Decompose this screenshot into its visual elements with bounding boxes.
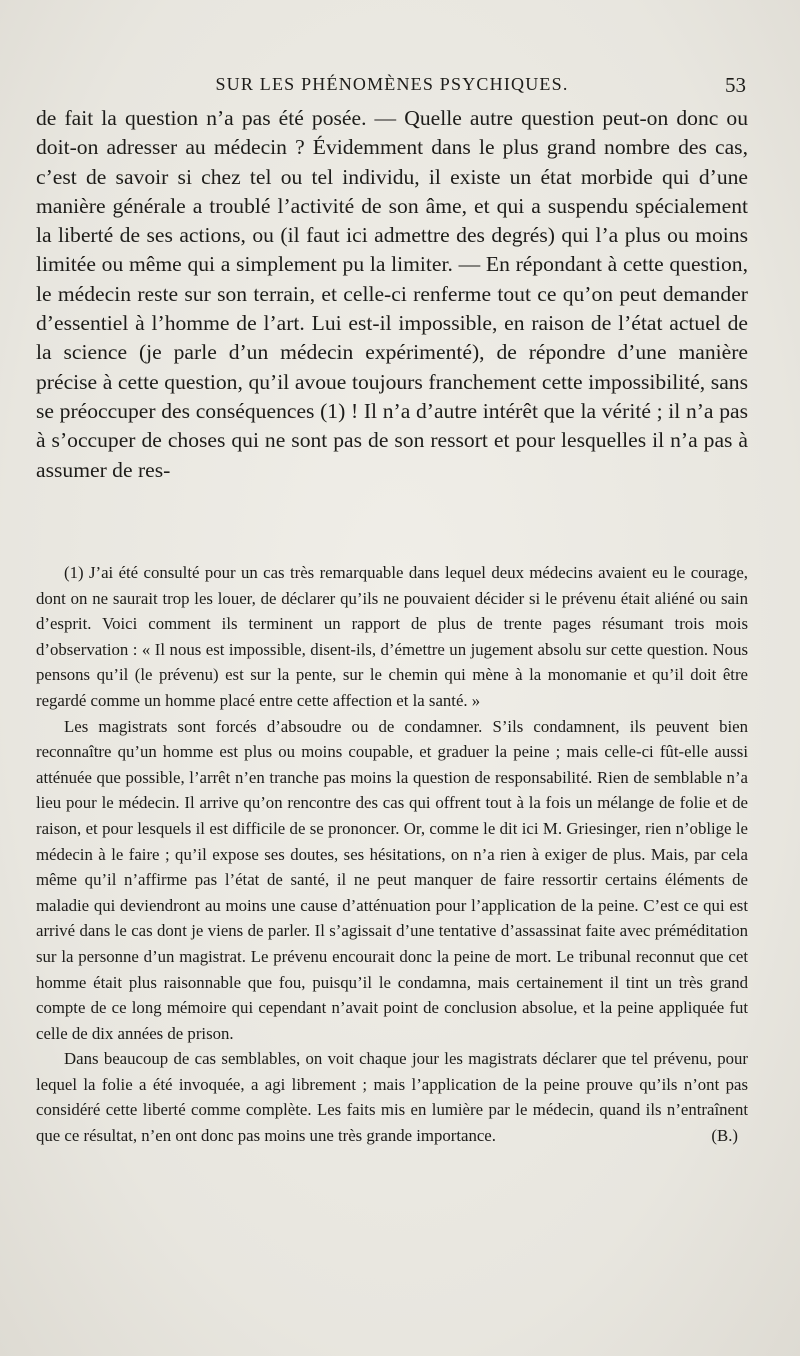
main-paragraph: de fait la question n’a pas été posée. — Quelle autre question peut-on donc ou doit-on adresser au médecin ? Évidemment dans le plus grand nombre des cas, c’est de savoir si chez tel ou tel individu, il existe un état morbide qui d’une manière générale a troublé l’activité de son âme, et qui a suspendu spécialement la liberté de ses actions, ou (il faut ici admettre des degrés) qui l’a plus ou moins limitée ou même qui a simplement pu la limiter. — En répondant à cette question, le médecin reste sur son terrain, et celle-ci renferme tout ce qu’on peut demander d’essentiel à l’homme de l’art. Lui est-il impossible, en raison de l’état actuel de la science (je parle d’un médecin expérimenté), de répondre d’une manière précise à cette question, qu’il avoue toujours franchement cette impossibilité, sans se préoccuper des conséquences (1) ! Il n’a d’autre intérêt que la vérité ; il n’a pas à s’occuper de choses qui ne sont pas de son ressort et pour lesquelles il n’a pas à assumer de res- [36, 106, 748, 482]
running-title: SUR LES PHÉNOMÈNES PSYCHIQUES. [215, 74, 569, 94]
footnote-signature: (B.) [711, 1126, 738, 1146]
footnote-paragraph-3 [36, 1046, 748, 1148]
page-number: 53 [725, 73, 746, 97]
footnote-paragraph-1: (1) J’ai été consulté pour un cas très remarquable dans lequel deux médecins avaient eu le courage, dont on ne saurait trop les louer, de déclarer qu’ils ne pouvaient décider si le prévenu était aliéné ou sain d’esprit. Voici comment ils terminent un rapport de plus de trente pages résumant trois mois d’observation : « Il nous est impossible, disent-ils, d’émettre un jugement absolu sur cette question. Nous pensons qu’il (le prévenu) est sur la pente, sur le chemin qui mène à la monomanie et qu’il doit être regardé comme un homme placé entre cette affection et la santé. » [36, 563, 748, 710]
footnote-paragraph-2: Les magistrats sont forcés d’absoudre ou de condamner. S’ils condamnent, ils peuvent bien reconnaître qu’un homme est plus ou moins coupable, et graduer la peine ; mais celle-ci fût-elle aussi atténuée que possible, l’arrêt n’en tranche pas moins la question de responsabilité. Rien de semblable n’a lieu pour le médecin. Il arrive qu’on rencontre des cas qui offrent tout à la fois un mélange de folie et de raison, et pour lesquels il est difficile de se prononcer. Or, comme le dit ici M. Griesinger, rien n’oblige le médecin à le faire ; qu’il expose ses doutes, ses hésitations, on n’a rien à exiger de plus. Mais, par cela même qu’il n’affirme pas l’état de santé, il ne peut manquer de faire ressortir certains éléments de maladie qui deviendront au moins une cause d’atténuation pour l’application de la peine. C’est ce qui est arrivé dans le cas dont je viens de parler. Il s’agissait d’une tentative d’assassinat faite avec préméditation sur la personne d’un magistrat. Le prévenu encourait donc la peine de mort. Le tribunal reconnut que cet homme était plus raisonnable que fou, puisqu’il le condamna, mais certainement il tint un très grand compte de ce long mémoire qui cependant n’avait point de conclusion absolue, et la peine appliquée fut celle de dix années de prison. [36, 716, 748, 1043]
running-head [36, 74, 748, 98]
footnote-paragraph-3-text: Dans beaucoup de cas semblables, on voit chaque jour les magistrats déclarer que tel prévenu, pour lequel la folie a été invoquée, a agi librement ; mais l’application de la peine prouve qu’ils n’ont pas considéré cette liberté comme complète. Les faits mis en lumière par le médecin, quand ils n’entraînent que ce résultat, n’en ont donc pas moins une très grande importance. [36, 1049, 748, 1146]
footnote [36, 560, 748, 1149]
